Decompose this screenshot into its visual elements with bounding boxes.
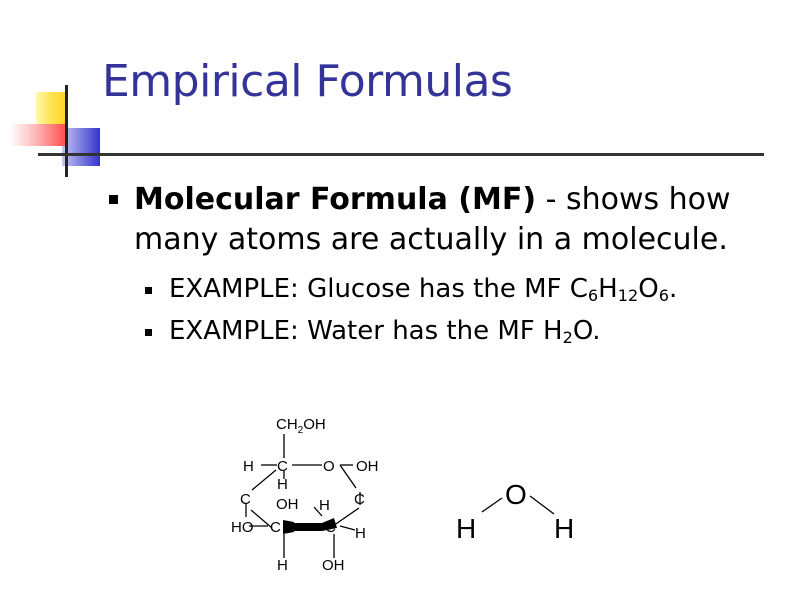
atom-ho: HO [231, 519, 254, 536]
term-label: Molecular Formula (MF) [134, 182, 537, 217]
atom-oh: OH [276, 496, 299, 513]
atom-c: C [277, 458, 288, 475]
atom-h: H [243, 458, 254, 475]
atom-h: H [277, 476, 288, 493]
term-definition: - shows how many atoms are actually in a molecule. [134, 182, 731, 257]
atom-oh: OH [322, 557, 345, 574]
ch2oh-label: $CH_2OH$ [276, 416, 326, 436]
atom-o: O [505, 479, 527, 510]
atom-c: C [354, 491, 365, 508]
atom-h: H [554, 513, 575, 544]
atom-oh: OH [356, 458, 379, 475]
atom-c: C [240, 491, 251, 508]
atom-c: C [270, 519, 281, 536]
atom-o: O [323, 458, 335, 475]
atom-c: C [325, 519, 336, 536]
atom-h: H [277, 557, 288, 574]
atom-h: H [319, 497, 330, 514]
page-title: Empirical Formulas [102, 56, 513, 107]
water-structure [456, 479, 574, 544]
glucose-example: EXAMPLE: Glucose has the MF $C_6H_{12}O_6$. [169, 274, 678, 306]
water-example: EXAMPLE: Water has the MF $H_2O$. [169, 316, 601, 348]
atom-h: H [355, 525, 366, 542]
atom-h: H [456, 513, 477, 544]
